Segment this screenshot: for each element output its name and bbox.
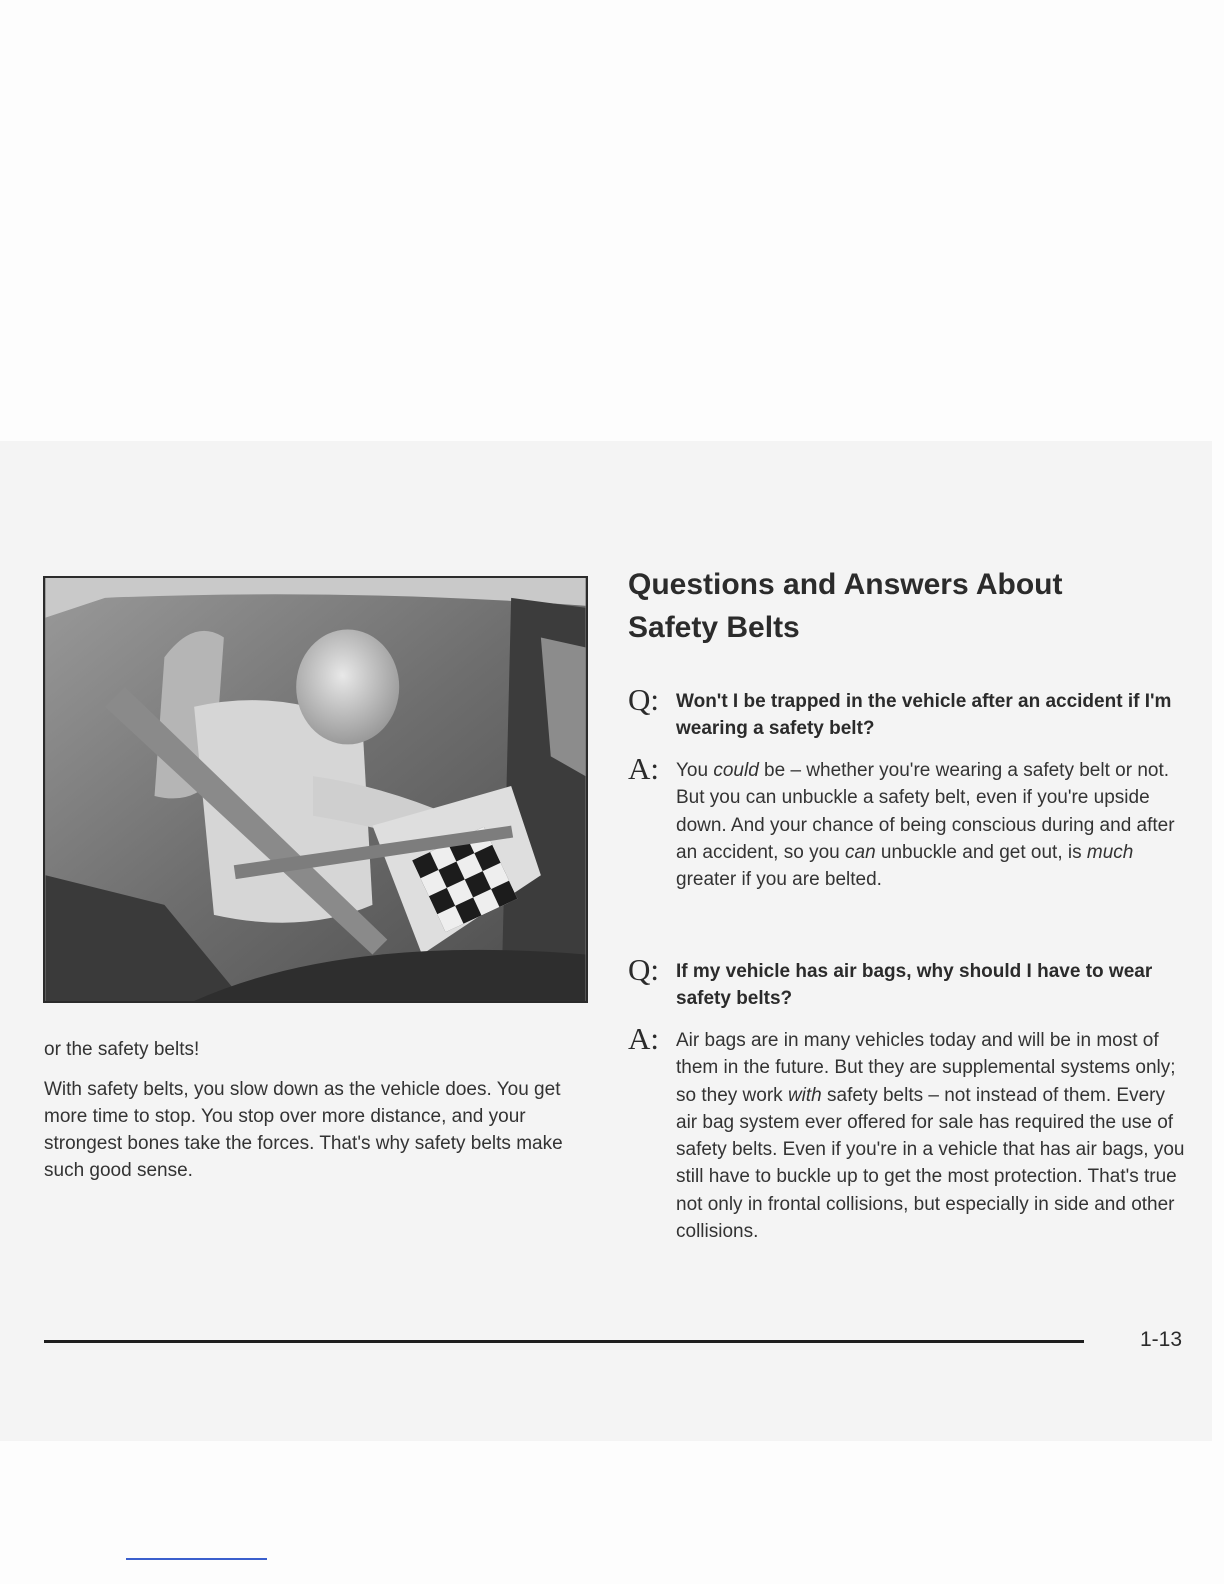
answer-marker: A: xyxy=(628,1021,659,1056)
question-marker: Q: xyxy=(628,952,659,987)
answer-1-run: unbuckle and get out, is xyxy=(875,841,1087,863)
section-heading xyxy=(628,563,1168,649)
heading-line-1: Questions and Answers About xyxy=(628,568,1063,601)
bottom-link-underline[interactable] xyxy=(126,1558,267,1560)
question-1-text: Won't I be trapped in the vehicle after an accident if I'm wearing a safety belt? xyxy=(676,691,1172,739)
answer-2-emphasis: with xyxy=(787,1084,822,1106)
page-number: 1-13 xyxy=(1140,1328,1183,1351)
answer-1-emphasis: much xyxy=(1086,841,1134,863)
footer-rule xyxy=(44,1340,1084,1343)
answer-marker: A: xyxy=(628,751,659,786)
answer-1-emphasis: can xyxy=(845,841,876,863)
question-2-text: If my vehicle has air bags, why should I have to wear safety belts? xyxy=(676,961,1153,1009)
crash-test-photo xyxy=(43,576,588,1003)
answer-2-run: Air bags are in many vehicles today and will be in most of them in the future. But they are supplemental systems only; so they work xyxy=(676,1030,1176,1106)
answer-1-run: be – whether you're wearing a safety belt or not. But you can unbuckle a safety belt, even if you're upside down. And your chance of being conscious during and after an accident, so you xyxy=(676,760,1175,863)
answer-1-text xyxy=(676,757,1188,893)
question-2 xyxy=(628,952,1188,1012)
answer-2-run: safety belts – not instead of them. Every air bag system ever offered for sale has required the use of safety belts. Even if you're in a vehicle that has air bags, you still have to buckle up to get the most protection. That's true not only in frontal collisions, but especially in side and other collisions. xyxy=(676,1084,1185,1243)
heading-line-2: Safety Belts xyxy=(628,611,800,644)
answer-1-run: greater if you are belted. xyxy=(676,869,882,891)
answer-1 xyxy=(628,751,1188,893)
answer-1-emphasis: could xyxy=(713,760,759,781)
answer-2 xyxy=(628,1021,1188,1245)
left-body-text xyxy=(44,1036,604,1197)
crash-test-illustration xyxy=(45,578,586,1001)
question-marker: Q: xyxy=(628,682,659,717)
question-1 xyxy=(628,682,1188,742)
left-paragraph-2: With safety belts, you slow down as the vehicle does. You get more time to stop. You stop over more distance, and your strongest bones take the forces. That's why safety belts make such good sense. xyxy=(44,1079,563,1181)
answer-2-text xyxy=(676,1027,1188,1245)
left-paragraph-1: or the safety belts! xyxy=(44,1039,200,1060)
answer-1-run: You xyxy=(676,760,714,781)
